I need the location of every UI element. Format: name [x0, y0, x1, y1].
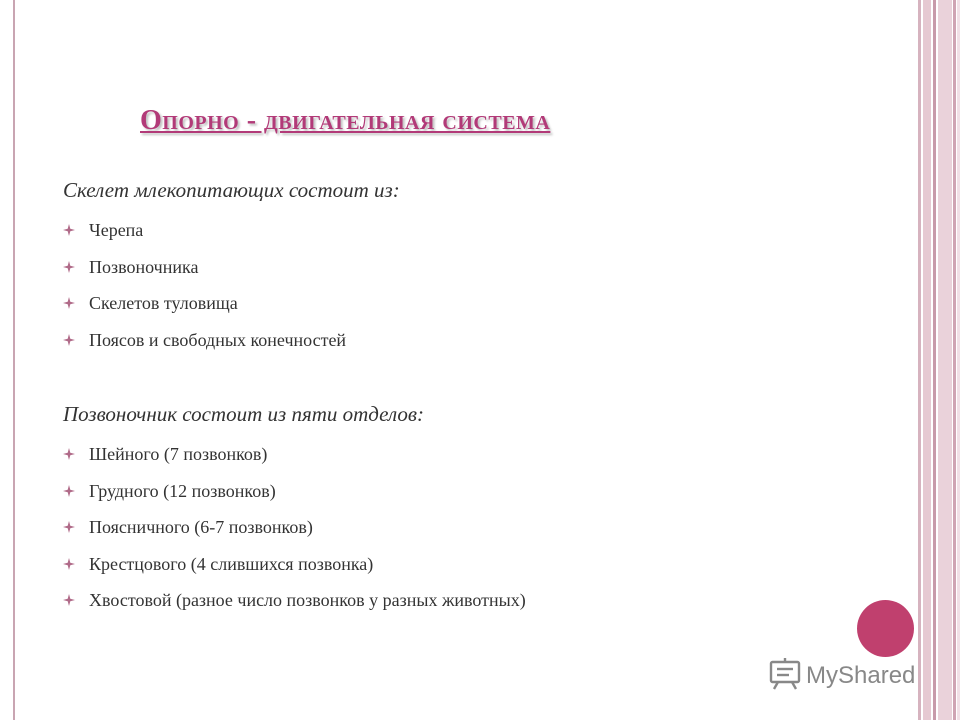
list-item-text: Поясничного (6-7 позвонков)	[89, 517, 313, 537]
list-item	[63, 255, 346, 292]
watermark-text: MyShared	[806, 662, 916, 689]
list-item-text: Грудного (12 позвонков)	[89, 480, 276, 501]
diamond-bullet-icon	[63, 594, 75, 606]
list-item-text: Поясов и свободных конечностей	[89, 329, 347, 350]
list-item	[63, 479, 526, 516]
list-item	[63, 291, 346, 328]
diamond-bullet-icon	[63, 224, 75, 236]
section-heading-spine: Позвоночник состоит из пяти отделов:	[63, 402, 424, 426]
decorative-stripe	[933, 0, 936, 720]
decorative-circle	[857, 600, 914, 657]
diamond-bullet-icon	[63, 297, 75, 309]
list-item-text: Позвоночника	[89, 256, 199, 277]
decorative-stripe	[918, 0, 921, 720]
slide-title: Опорно - двигательная система	[140, 105, 551, 136]
list-item-text: Черепа	[89, 220, 144, 240]
section-heading-skeleton: Скелет млекопитающих состоит из:	[63, 178, 400, 202]
left-frame-line	[13, 0, 15, 720]
list-item	[63, 442, 526, 479]
diamond-bullet-icon	[63, 448, 75, 460]
diamond-bullet-icon	[63, 485, 75, 497]
spine-sections-list	[63, 442, 526, 625]
list-item	[63, 552, 526, 589]
diamond-bullet-icon	[63, 334, 75, 346]
list-item	[63, 588, 526, 625]
decorative-stripe	[953, 0, 956, 720]
diamond-bullet-icon	[63, 261, 75, 273]
myshared-logo	[768, 656, 928, 692]
decorative-stripe	[923, 0, 931, 720]
list-item	[63, 328, 346, 365]
skeleton-parts-list	[63, 218, 346, 364]
diamond-bullet-icon	[63, 521, 75, 533]
diamond-bullet-icon	[63, 558, 75, 570]
decorative-stripe	[938, 0, 952, 720]
list-item	[63, 515, 526, 552]
myshared-watermark	[768, 656, 928, 692]
list-item-text: Шейного (7 позвонков)	[89, 444, 268, 464]
list-item	[63, 218, 346, 255]
list-item-text: Крестцового (4 слившихся позвонка)	[89, 553, 374, 574]
list-item-text: Хвостовой (разное число позвонков у разных животных)	[89, 590, 526, 610]
list-item-text: Скелетов туловища	[89, 293, 238, 313]
